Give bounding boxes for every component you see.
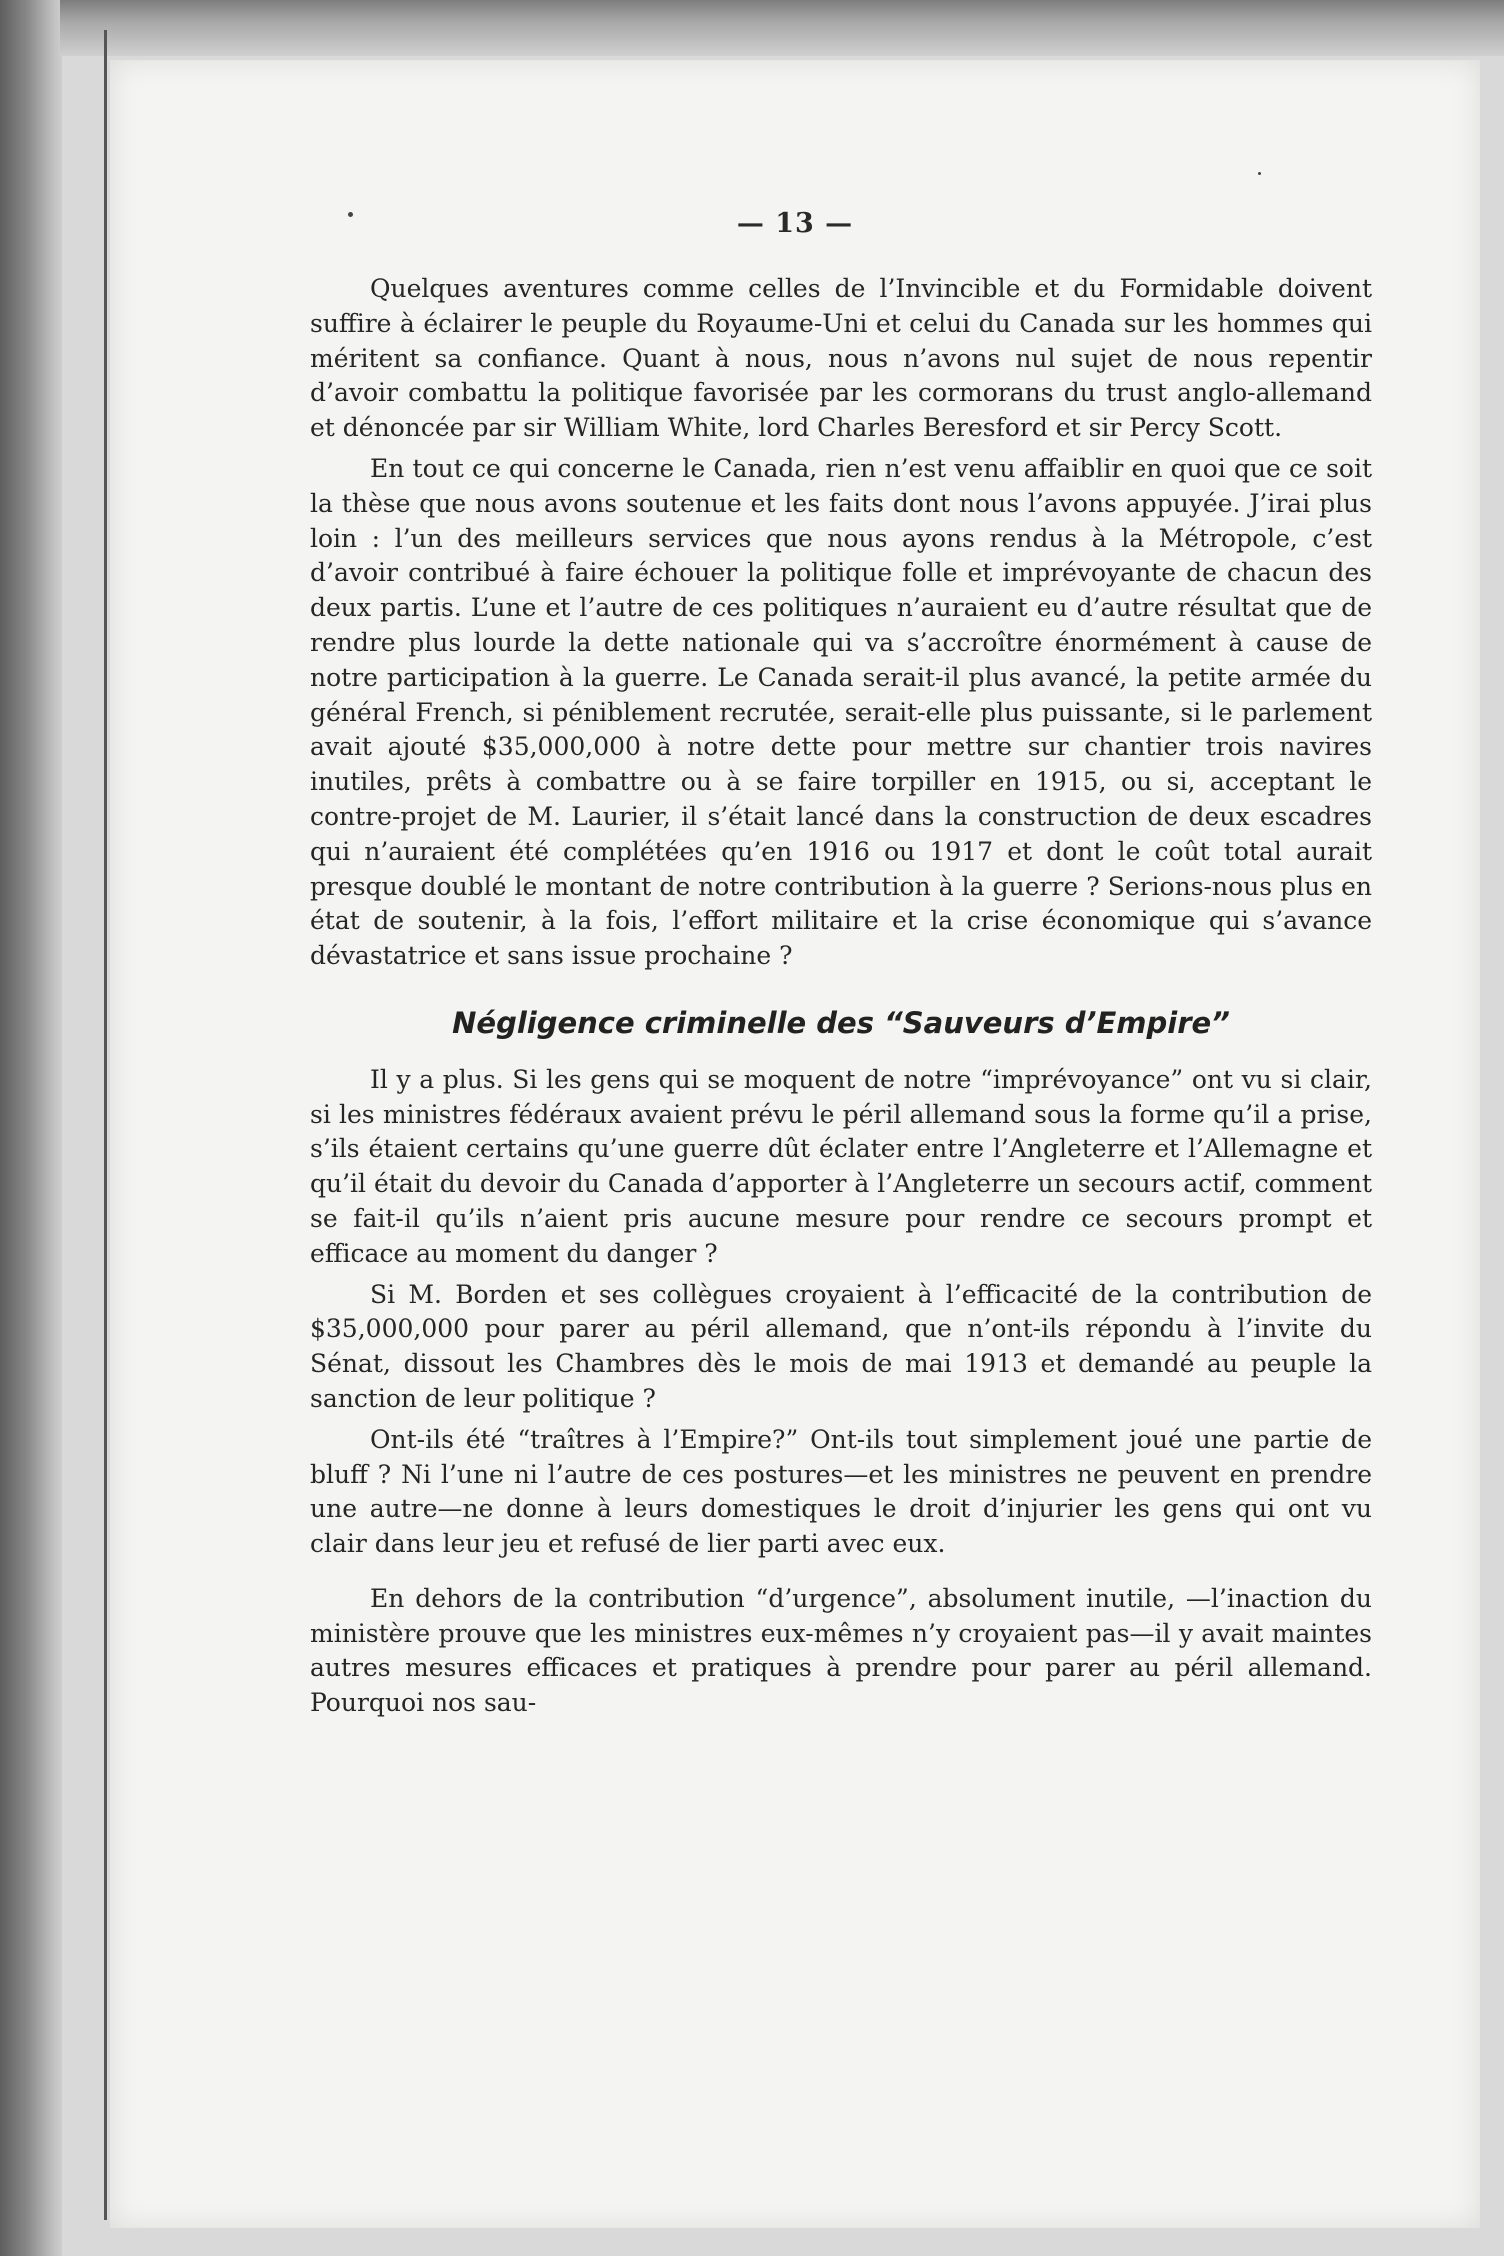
top-edge-shadow [60, 0, 1504, 56]
book-binding-edge [0, 0, 62, 2256]
paper-page [110, 60, 1480, 2228]
page-number: — 13 — [736, 208, 854, 239]
paragraph-3: Il y a plus. Si les gens qui se moquent de notre “imprévoyance” ont vu si clair, si les ministres fédéraux avaient prévu le péril allemand sous la forme qu’il a prise, s’ils étaient certains qu’une guerre dût éclater entre l’Angleterre et l’Allemagne et qu’il était du devoir du Canada d’apporter à l’Angleterre un secours actif, comment se fait-il qu’ils n’aient pris aucune mesure pour rendre ce secours prompt et efficace au moment du danger ? [310, 1064, 1372, 1268]
dust-speck [1258, 172, 1261, 175]
dust-speck [348, 212, 353, 217]
paragraph-1: Quelques aventures comme celles de l’Invincible et du Formidable doivent suffire à éclairer le peuple du Royaume-Uni et celui du Canada sur les hommes qui méritent sa confiance. Quant à nous, nous n’avons nul sujet de nous repentir d’avoir combattu la politique favorisée par les cormorans du trust anglo-allemand et dénoncée par sir William White, lord Charles Beresford et sir Percy Scott. [310, 274, 1372, 443]
paragraph-4: Si M. Borden et ses collègues croyaient à l’efficacité de la contribution de $35,000,000 pour parer au péril allemand, que n’ont-ils répondu à l’invite du Sénat, dissout les Chambres dès le mois de mai 1913 et demandé au peuple la sanction de leur politique ? [310, 1279, 1372, 1413]
spine-line [104, 30, 107, 2220]
paragraph-2: En tout ce qui concerne le Canada, rien n’est venu affaiblir en quoi que ce soit la thèse que nous avons soutenue et les faits dont nous l’avons appuyée. J’irai plus loin : l’un des meilleurs services que nous ayons rendus à la Métropole, c’est d’avoir contribué à faire échouer la politique folle et imprévoyante de chacun des deux partis. L’une et l’autre de ces politiques n’auraient eu d’autre résultat que de rendre plus lourde la dette nationale qui va s’accroître énormément à cause de notre participation à la guerre. Le Canada serait-il plus avancé, la petite armée du général French, si péniblement recrutée, serait-elle plus puissante, si le parlement avait ajouté $35,000,000 à notre dette pour mettre sur chantier trois navires inutiles, prêts à combattre ou à se faire torpiller en 1915, ou si, acceptant le contre-projet de M. Laurier, il s’était lancé dans la construction de deux escadres qui n’auraient été complétées qu’en 1916 ou 1917 et dont le coût total aurait presque doublé le montant de notre contribution à la guerre ? Serions-nous plus en état de soutenir, à la fois, l’effort militaire et la crise économique qui s’avance dévastatrice et sans issue prochaine ? [310, 453, 1372, 971]
paragraph-5: Ont-ils été “traîtres à l’Empire?” Ont-ils tout simplement joué une partie de bluff ? Ni l’une ni l’autre de ces postures—et les ministres ne peuvent en prendre une autre—ne donne à leurs domestiques le droit d’injurier les gens qui ont vu clair dans leur jeu et refusé de lier parti avec eux. [310, 1424, 1372, 1559]
paragraph-6: En dehors de la contribution “d’urgence”, absolument inutile, —l’inaction du ministère prouve que les ministres eux-mêmes n’y croyaient pas—il y avait maintes autres mesures efficaces et pratiques à prendre pour parer au péril allemand. Pourquoi nos sau- [310, 1583, 1372, 1718]
body-text [310, 272, 1372, 1727]
section-heading: Négligence criminelle des “Sauveurs d’Empire” [452, 1005, 1230, 1040]
